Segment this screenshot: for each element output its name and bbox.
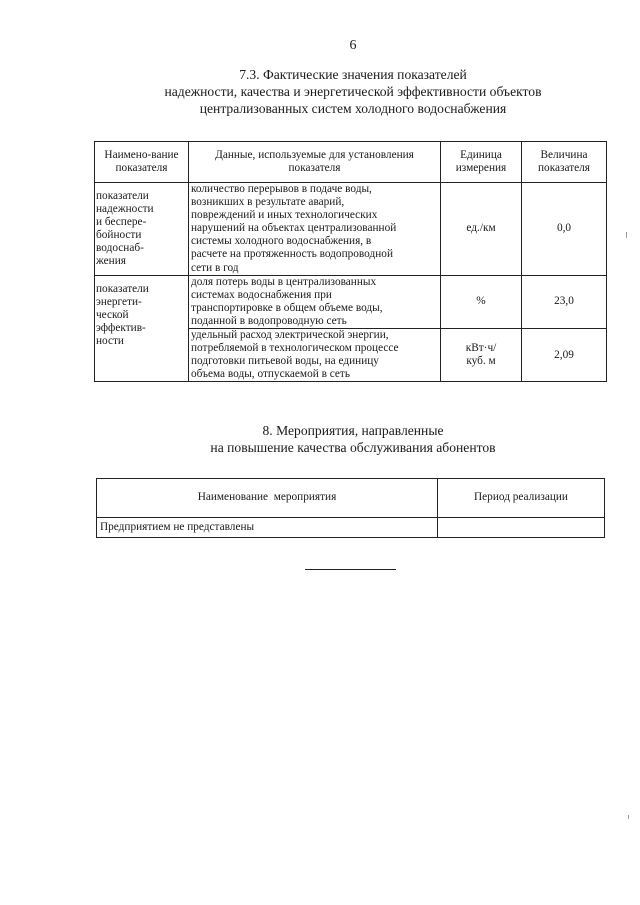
cell-line: доля потерь воды в централизованных xyxy=(191,275,377,288)
cell-line: ед./км xyxy=(466,222,496,235)
cell-line: возникших в результате аварий, xyxy=(191,196,345,209)
cell-line: и беспере- xyxy=(96,216,147,229)
cell-line: ности xyxy=(96,335,124,348)
cell-line: транспортировке в общем объеме воды, xyxy=(191,301,383,314)
header-unit: Единица измерения xyxy=(441,142,522,183)
scan-speck xyxy=(626,232,627,238)
indicator-cell-reliability xyxy=(95,183,189,276)
cell-line: куб. м xyxy=(466,355,496,368)
data-cell xyxy=(189,329,441,382)
table-row xyxy=(97,518,605,538)
indicator-cell-efficiency xyxy=(95,275,189,382)
header-activity: Наименование мероприятия xyxy=(97,479,438,518)
title-line: централизованных систем холодного водоснабжения xyxy=(199,101,507,116)
unit-cell xyxy=(441,275,522,328)
header-period: Период реализации xyxy=(438,479,605,518)
cell-line: удельный расход электрической энергии, xyxy=(191,329,389,342)
cell-line: объема воды, отпускаемой в сеть xyxy=(191,368,351,381)
cell-line: нарушений на объектах централизованной xyxy=(191,222,397,235)
data-cell xyxy=(189,183,441,276)
section-8-title xyxy=(0,422,640,456)
value-cell: 2,09 xyxy=(522,329,607,382)
table-header-row xyxy=(95,142,607,183)
cell-line: поданной в водопроводную сеть xyxy=(191,314,347,327)
title-line: надежности, качества и энергетической эффективности объектов xyxy=(164,84,542,99)
end-divider xyxy=(305,569,396,570)
cell-line: показатели xyxy=(96,190,149,202)
cell-line: надежности xyxy=(96,203,154,216)
period-cell xyxy=(438,518,605,538)
header-value: Величина показателя xyxy=(522,142,607,183)
data-cell xyxy=(189,275,441,328)
cell-line: повреждений и иных технологических xyxy=(191,209,378,222)
cell-line: % xyxy=(476,295,486,308)
table-row xyxy=(95,183,607,276)
cell-line: потребляемой в технологическом процессе xyxy=(191,342,399,355)
cell-line: водоснаб- xyxy=(96,242,144,255)
cell-line: расчете на протяженность водопроводной xyxy=(191,248,393,261)
unit-cell xyxy=(441,329,522,382)
cell-line: сети в год xyxy=(191,261,239,274)
cell-line: системы холодного водоснабжения, в xyxy=(191,235,372,248)
cell-line: системах водоснабжения при xyxy=(191,288,332,301)
scan-speck xyxy=(628,815,629,819)
page-number: 6 xyxy=(349,38,357,53)
value-cell: 0,0 xyxy=(522,183,607,276)
cell-line: жения xyxy=(96,255,126,268)
activities-table xyxy=(96,478,605,538)
title-line: 7.3. Фактические значения показателей xyxy=(239,67,467,82)
value-cell: 23,0 xyxy=(522,275,607,328)
cell-line: подготовки питьевой воды, на единицу xyxy=(191,355,379,368)
unit-cell xyxy=(441,183,522,276)
table-header-row xyxy=(97,479,605,518)
cell-line: эффектив- xyxy=(96,321,146,334)
indicators-table xyxy=(94,141,607,382)
cell-line: кВт·ч/ xyxy=(465,342,497,355)
table-row xyxy=(95,275,607,328)
cell-line: бойности xyxy=(96,229,142,242)
header-data: Данные, используемые для установления показателя xyxy=(189,142,441,183)
cell-line: энергети- xyxy=(96,295,142,308)
section-7-3-title xyxy=(0,66,640,117)
activity-cell: Предприятием не представлены xyxy=(97,518,438,538)
cell-line: ческой xyxy=(96,308,129,321)
cell-line: показатели xyxy=(96,282,149,295)
title-line: 8. Мероприятия, направленные xyxy=(262,423,444,438)
header-indicator-name: Наимено-вание показателя xyxy=(95,142,189,183)
cell-line: количество перерывов в подаче воды, xyxy=(191,183,372,195)
title-line: на повышение качества обслуживания абонентов xyxy=(210,440,496,455)
